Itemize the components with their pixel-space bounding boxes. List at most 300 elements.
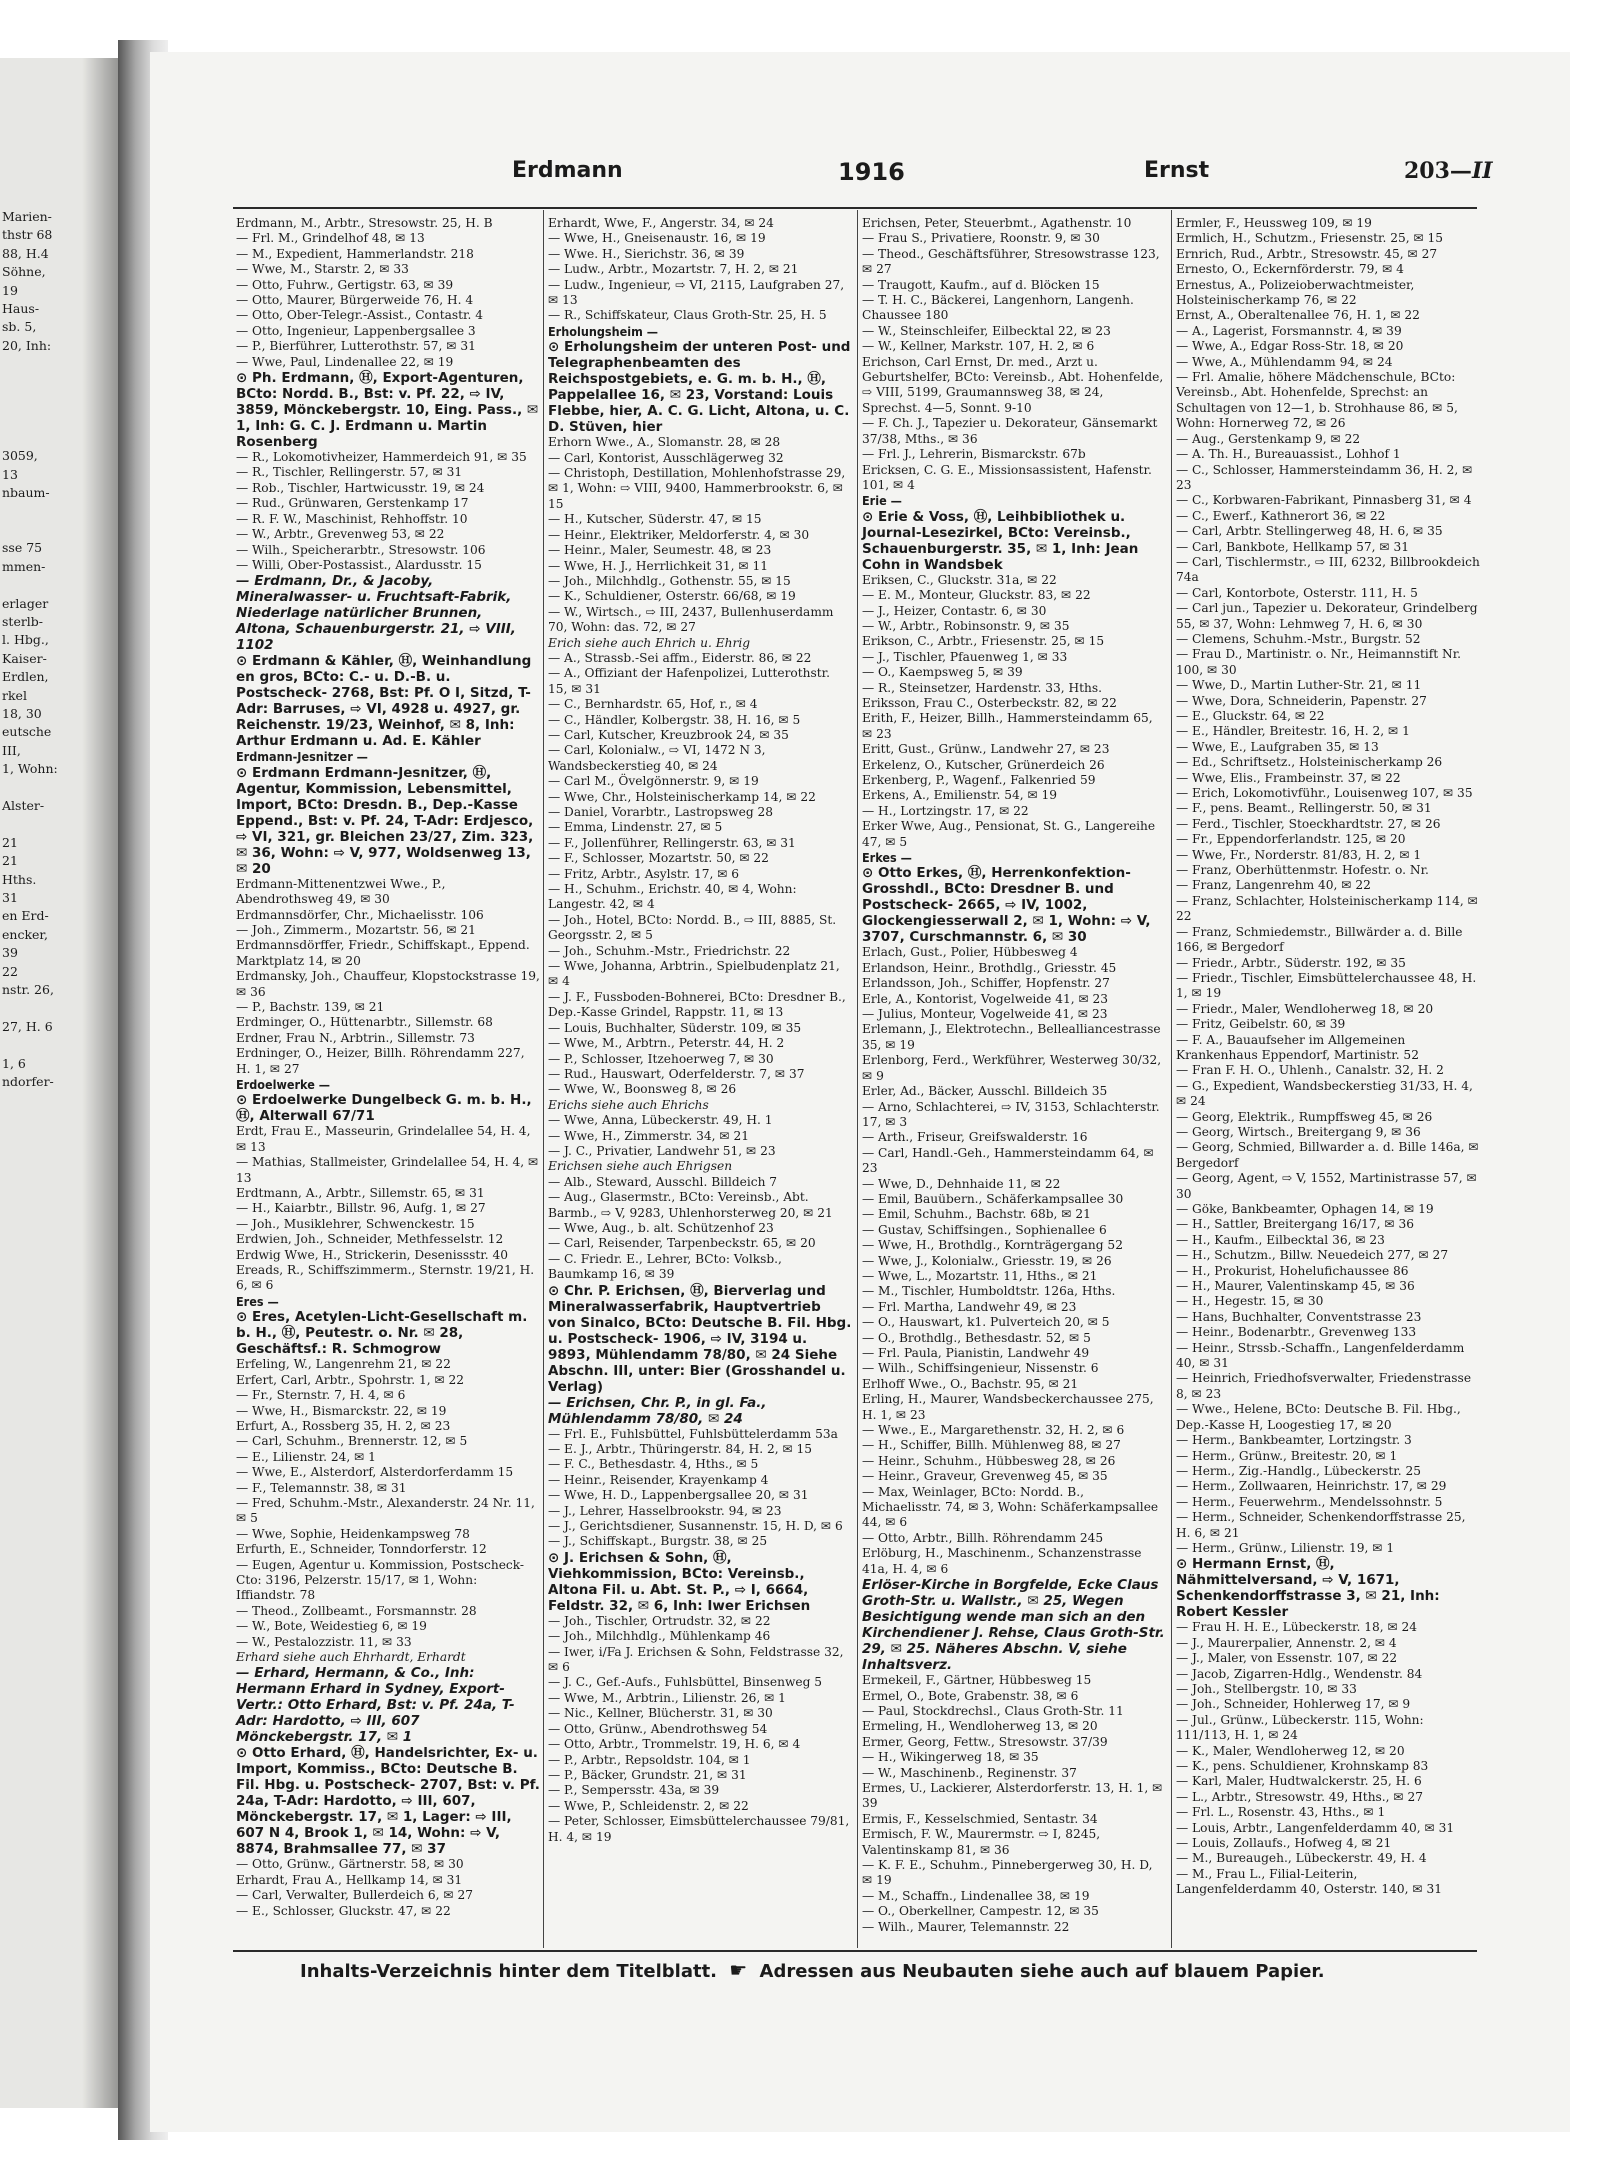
directory-entry: — Wwe, E., Alsterdorf, Alsterdorferdamm 15 (236, 1465, 514, 1480)
directory-entry: Eriksen, C., Gluckstr. 31a, ✉ 22 (862, 572, 1057, 587)
directory-entry: — J., Lehrer, Hasselbrookstr. 94, ✉ 23 (548, 1503, 782, 1518)
directory-entry: — H., Kaiarbtr., Billstr. 96, Aufg. 1, ✉ 27 (236, 1201, 486, 1216)
left-page-line: 21 (2, 853, 18, 869)
left-page-line: 20, Inh: (2, 337, 52, 353)
directory-entry: — Heinr., Reisender, Krayenkamp 4 (548, 1472, 769, 1487)
directory-entry: Erlach, Gust., Polier, Hübbesweg 4 (862, 945, 1078, 960)
directory-entry: — T. H. C., Bäckerei, Langenhorn, Langenh. Chaussee 180 (862, 293, 1134, 323)
directory-entry: — Wilh., Schiffsingenieur, Nissenstr. 6 (862, 1361, 1099, 1376)
directory-entry: — W., Kellner, Markstr. 107, H. 2, ✉ 6 (862, 339, 1095, 354)
left-page-line: 22 (2, 963, 18, 979)
left-page-line: 21 (2, 834, 18, 850)
directory-entry: — Heinr., Maler, Seumestr. 48, ✉ 23 (548, 543, 772, 558)
directory-entry: Erfurth, E., Schneider, Tonndorferstr. 12 (236, 1542, 487, 1557)
directory-entry: — Wwe, L., Mozartstr. 11, Hths., ✉ 21 (862, 1268, 1098, 1283)
column-divider (543, 210, 544, 1948)
directory-entry: — Emil, Bauübern., Schäferkampsallee 30 (862, 1191, 1124, 1206)
directory-entry: — Wwe, H. J., Herrlichkeit 31, ✉ 11 (548, 558, 768, 573)
directory-entry: Erkenberg, P., Wagenf., Falkenried 59 (862, 773, 1096, 787)
directory-entry: — Frl. L., Rosenstr. 43, Hths., ✉ 1 (1176, 1805, 1386, 1820)
directory-entry: — P., Bierführer, Lutterothstr. 57, ✉ 31 (236, 339, 476, 354)
directory-entry: Erdwien, Joh., Schneider, Methfesselstr. 12 (236, 1232, 504, 1247)
directory-entry: — Nic., Kellner, Blücherstr. 31, ✉ 30 (548, 1706, 773, 1721)
directory-entry: — Rud., Grünwaren, Gerstenkamp 17 (236, 496, 469, 511)
directory-entry: Erfert, Carl, Arbtr., Spohrstr. 1, ✉ 22 (236, 1372, 465, 1387)
firm-entry: ⊙ Chr. P. Erichsen, Ⓗ, Bierverlag und Mineralwasserfabrik, Hauptvertrieb von Sinalco, BCto: Deutsche B. Fil. Hbg. u. Postscheck- 1906, ⇨ IV, 3194 u. 9893, Mühlendamm 78/80, ✉ 24 Siehe Abschn. III, unter: Bier (Grosshandel u. Verlag) (548, 1282, 852, 1395)
directory-entry: — M., Bureaugeh., Lübeckerstr. 49, H. 4 (1176, 1851, 1427, 1866)
directory-entry: Ermler, F., Heussweg 109, ✉ 19 (1176, 216, 1372, 230)
directory-entry: — Peter, Schlosser, Eimsbüttelerchaussee 79/81, H. 4, ✉ 19 (548, 1814, 850, 1844)
directory-entry: — H., Wikingerweg 18, ✉ 35 (862, 1750, 1039, 1765)
directory-entry: Erfeling, W., Langenrehm 21, ✉ 22 (236, 1357, 451, 1372)
directory-entry: — Wwe, D., Dehnhaide 11, ✉ 22 (862, 1176, 1061, 1191)
directory-entry: Erichsen siehe auch Ehrigsen (548, 1159, 733, 1174)
firm-entry: — Erdmann, Dr., & Jacoby, Mineralwasser- u. Fruchtsaft-Fabrik, Niederlage natürlicher Brunnen, Altona, Schauenburgerstr. 21, ⇨ VIII, 1102 (236, 573, 516, 654)
directory-entry: — Carl, Verwalter, Bullerdeich 6, ✉ 27 (236, 1888, 473, 1903)
directory-entry: — O., Brothdlg., Bethesdastr. 52, ✉ 5 (862, 1330, 1091, 1345)
directory-entry: — Heinrich, Friedhofsverwalter, Friedenstrasse 8, ✉ 23 (1176, 1371, 1472, 1401)
column-divider (857, 210, 858, 1948)
directory-entry: — J., Tischler, Pfauenweg 1, ✉ 33 (862, 649, 1068, 664)
directory-entry: — P., Bachstr. 139, ✉ 21 (236, 999, 385, 1014)
directory-entry: — Rob., Tischler, Hartwicusstr. 19, ✉ 24 (236, 480, 485, 495)
directory-column-4 (1176, 216, 1480, 1898)
directory-entry: — H., Schiffer, Billh. Mühlenweg 88, ✉ 27 (862, 1438, 1121, 1453)
directory-entry: Erdninger, O., Heizer, Billh. Röhrendamm 227, H. 1, ✉ 27 (236, 1046, 525, 1076)
directory-entry: — Wwe, Dora, Schneiderin, Papenstr. 27 (1176, 693, 1427, 708)
directory-entry: — Willi, Ober-Postassist., Alardusstr. 15 (236, 557, 482, 572)
directory-entry: — Wwe, M., Arbtrn., Peterstr. 44, H. 2 (548, 1036, 785, 1051)
directory-entry: — Wwe, W., Boonsweg 8, ✉ 26 (548, 1082, 737, 1097)
directory-entry: Erhard siehe auch Ehrhardt, Erhardt (236, 1650, 466, 1664)
directory-entry: — H., Schutzm., Billw. Neuedeich 277, ✉ 27 (1176, 1248, 1449, 1263)
directory-entry: — W., Pestalozzistr. 11, ✉ 33 (236, 1634, 412, 1649)
directory-entry: — J., Schiffskapt., Burgstr. 38, ✉ 25 (548, 1534, 768, 1549)
directory-entry: Erlandson, Heinr., Brothdlg., Griesstr. 45 (862, 960, 1117, 975)
directory-entry: — Herm., Feuerwehrm., Mendelssohnstr. 5 (1176, 1494, 1443, 1509)
directory-entry: — Otto, Grünw., Abendrothsweg 54 (548, 1721, 768, 1736)
firm-entry: ⊙ Erdmann Erdmann-Jesnitzer, Ⓗ, Agentur, Kommission, Lebensmittel, Import, BCto: Dresdn. B., Dep.-Kasse Eppend., Bst: v. Pf. 24, T-Adr: Erdjesco, ⇨ VI, 321, gr. Bleichen 23/27, Zim. 323, ✉ 36, Wohn: ⇨ V, 977, Woldsenweg 13, ✉ 20 (236, 764, 534, 877)
section-heading: Erdoelwerke — (236, 1077, 330, 1092)
directory-entry: — O., Kaempsweg 5, ✉ 39 (862, 665, 1023, 680)
left-page-line: sterlb- (2, 613, 44, 629)
directory-entry: — W., Arbtr., Grevenweg 53, ✉ 22 (236, 527, 445, 542)
directory-entry: — Carl, Kutscher, Kreuzbrook 24, ✉ 35 (548, 727, 789, 742)
directory-entry: Erith, F., Heizer, Billh., Hammersteindamm 65, ✉ 23 (862, 711, 1153, 741)
directory-entry: — J., Maurerpalier, Annenstr. 2, ✉ 4 (1176, 1635, 1397, 1650)
directory-entry: — Rud., Hauswart, Oderfelderstr. 7, ✉ 37 (548, 1066, 805, 1081)
directory-entry: — M., Schaffn., Lindenallee 38, ✉ 19 (862, 1888, 1090, 1903)
directory-entry: — Gustav, Schiffsingen., Sophienallee 6 (862, 1222, 1107, 1237)
directory-entry: — Wwe, J., Kolonialw., Griesstr. 19, ✉ 26 (862, 1253, 1112, 1268)
directory-entry: — Herm., Zollwaaren, Heinrichstr. 17, ✉ 29 (1176, 1479, 1447, 1494)
directory-entry: — Wwe., Helene, BCto: Deutsche B. Fil. Hbg., Dep.-Kasse H, Loogestieg 17, ✉ 20 (1176, 1402, 1461, 1432)
directory-entry: Erlemann, J., Elektrotechn., Bellealliancestrasse 35, ✉ 19 (862, 1022, 1161, 1052)
directory-entry: — A., Offiziant der Hafenpolizei, Lutterothstr. 15, ✉ 31 (548, 666, 831, 696)
directory-entry: — K., Maler, Wendloherweg 12, ✉ 20 (1176, 1743, 1405, 1758)
firm-entry: ⊙ Hermann Ernst, Ⓗ, Nähmittelversand, ⇨ V, 1671, Schenkendorffstrasse 3, ✉ 21, Inh: Robert Kessler (1176, 1556, 1440, 1621)
firm-entry: ⊙ J. Erichsen & Sohn, Ⓗ, Viehkommission, BCto: Vereinsb., Altona Fil. u. Abt. St. P., ⇨ I, 6664, Feldstr. 32, ✉ 6, Inh: Iwer Erichsen (548, 1549, 811, 1614)
directory-entry: — Carl, Handl.-Geh., Hammersteindamm 64, ✉ 23 (862, 1145, 1154, 1176)
header-last-name: Ernst (1144, 158, 1210, 183)
directory-entry: — K. F. E., Schuhm., Pinnebergerweg 30, H. D, ✉ 19 (862, 1857, 1153, 1888)
directory-column-1 (236, 216, 540, 1919)
header-rule (233, 207, 1477, 209)
directory-entry: — E., Händler, Breitestr. 16, H. 2, ✉ 1 (1176, 724, 1410, 739)
directory-entry: — C., Korbwaren-Fabrikant, Pinnasberg 31, ✉ 4 (1176, 493, 1472, 508)
page-number (1404, 158, 1493, 184)
directory-entry: Erdmannsdörffer, Friedr., Schiffskapt., Eppend. Marktplatz 14, ✉ 20 (236, 938, 530, 968)
footer-index-note: Inhalts-Verzeichnis hinter dem Titelblatt. (300, 1961, 718, 1982)
firm-entry: — Erichsen, Chr. P., in gl. Fa., Mühlendamm 78/80, ✉ 24 (548, 1394, 767, 1427)
directory-entry: — K., Schuldiener, Osterstr. 66/68, ✉ 19 (548, 589, 796, 604)
directory-entry: — Franz, Schlachter, Holsteinischerkamp 114, ✉ 22 (1176, 893, 1478, 924)
directory-entry: — Franz, Schmiedemstr., Billwärder a. d. Bille 166, ✉ Bergedorf (1176, 924, 1463, 955)
directory-entry: — Carl M., Övelgönnerstr. 9, ✉ 19 (548, 774, 759, 789)
directory-entry: — Georg, Elektrik., Rumpffsweg 45, ✉ 26 (1176, 1109, 1433, 1124)
directory-entry: — Joh., Musiklehrer, Schwenckestr. 15 (236, 1216, 475, 1231)
directory-entry: Erdner, Frau N., Arbtrin., Sillemstr. 73 (236, 1030, 475, 1045)
directory-entry: Ermekeil, F., Gärtner, Hübbesweg 15 (862, 1673, 1092, 1688)
firm-entry: Erlöser-Kirche in Borgfelde, Ecke Claus Groth-Str. u. Wallstr., ✉ 25, Wegen Besichtigung wende man sich an den Kirchendiener J. Rehse, Claus Groth-Str. 29, ✉ 25. Näheres Abschn. V, siehe Inhaltsverz. (862, 1577, 1165, 1674)
directory-entry: Ernst, A., Oberaltenallee 76, H. 1, ✉ 22 (1176, 308, 1420, 323)
directory-entry: — Ludw., Ingenieur, ⇨ VI, 2115, Laufgraben 27, ✉ 13 (548, 277, 845, 308)
left-page-line: thstr 68 (2, 227, 53, 243)
directory-entry: — Wwe, H., Zimmerstr. 34, ✉ 21 (548, 1128, 749, 1143)
directory-entry: — Max, Weinlager, BCto: Nordd. B., Michaelisstr. 74, ✉ 3, Wohn: Schäferkampsallee 44, ✉ 6 (862, 1484, 1159, 1530)
directory-entry: — F., Schlosser, Mozartstr. 50, ✉ 22 (548, 851, 769, 866)
left-page-line: Haus- (2, 301, 40, 317)
directory-entry: — Ferd., Tischler, Stoeckhardtstr. 27, ✉ 26 (1176, 816, 1441, 831)
page-number-value: 203— (1404, 158, 1472, 184)
directory-entry: — Louis, Zollaufs., Hofweg 4, ✉ 21 (1176, 1836, 1392, 1851)
left-page-line: 3059, (2, 448, 38, 464)
directory-entry: — Iwer, i/Fa J. Erichsen & Sohn, Feldstrasse 32, ✉ 6 (548, 1644, 844, 1675)
directory-entry: — Herm., Bankbeamter, Lortzingstr. 3 (1176, 1433, 1412, 1448)
left-page-line: eutsche (2, 724, 52, 740)
directory-entry: — Ed., Schriftsetz., Holsteinischerkamp 26 (1176, 755, 1443, 770)
firm-entry: ⊙ Eres, Acetylen-Licht-Gesellschaft m. b. H., Ⓗ, Peutestr. o. Nr. ✉ 28, Geschäftsf.: R. Schmogrow (236, 1309, 528, 1358)
directory-entry: Erichsen, Peter, Steuerbmt., Agathenstr. 10 (862, 216, 1132, 230)
directory-entry: — Julius, Monteur, Vogelweide 41, ✉ 23 (862, 1007, 1108, 1022)
directory-entry: — Carl, Schuhm., Brennerstr. 12, ✉ 5 (236, 1434, 468, 1449)
directory-entry: — Otto, Arbtr., Trommelstr. 19, H. 6, ✉ 4 (548, 1737, 801, 1752)
directory-entry: Erlhoff Wwe., O., Bachstr. 95, ✉ 21 (862, 1376, 1079, 1391)
directory-entry: — Wwe, Anna, Lübeckerstr. 49, H. 1 (548, 1113, 773, 1128)
directory-entry: — Theod., Geschäftsführer, Stresowstrasse 123, ✉ 27 (862, 246, 1160, 277)
directory-entry: — Emil, Schuhm., Bachstr. 68b, ✉ 21 (862, 1207, 1091, 1222)
directory-entry: — Aug., Glasermstr., BCto: Vereinsb., Abt. Barmb., ⇨ V, 9283, Uhlenhorsterweg 20, ✉ 21 (548, 1190, 833, 1220)
directory-entry: — Jacob, Zigarren-Hdlg., Wendenstr. 84 (1176, 1666, 1423, 1681)
directory-entry: — Joh., Schneider, Hohlerweg 17, ✉ 9 (1176, 1697, 1411, 1712)
directory-column-2 (548, 216, 852, 1845)
directory-entry: — H., Kaufm., Eilbecktal 36, ✉ 23 (1176, 1232, 1385, 1247)
directory-entry: — Wwe, A., Edgar Ross-Str. 18, ✉ 20 (1176, 339, 1404, 354)
directory-entry: — F., Jollenführer, Rellingerstr. 63, ✉ 31 (548, 835, 796, 850)
left-page-fragment (0, 58, 118, 2108)
directory-entry: — Franz, Langenrehm 40, ✉ 22 (1176, 878, 1371, 893)
directory-entry: — Mathias, Stallmeister, Grindelallee 54, H. 4, ✉ 13 (236, 1155, 539, 1185)
left-page-line: mmen- (2, 558, 46, 574)
directory-entry: — H., Kutscher, Süderstr. 47, ✉ 15 (548, 512, 762, 527)
directory-entry: — Wwe, Sophie, Heidenkampsweg 78 (236, 1526, 470, 1541)
left-page-line: ndorfer- (2, 1074, 54, 1090)
section-heading: Erie — (862, 493, 902, 509)
directory-entry: Erichs siehe auch Ehrichs (548, 1097, 709, 1112)
directory-entry: Ereads, R., Schiffszimmerm., Sternstr. 19/21, H. 6, ✉ 6 (236, 1263, 535, 1293)
directory-entry: — W., Maschinenb., Reginenstr. 37 (862, 1765, 1077, 1780)
directory-entry: — Joh., Tischler, Ortrudstr. 32, ✉ 22 (548, 1613, 771, 1628)
directory-entry: — C., Ewerf., Kathnerort 36, ✉ 22 (1176, 508, 1386, 523)
directory-entry: — Alb., Steward, Ausschl. Billdeich 7 (548, 1174, 778, 1189)
directory-entry: — Joh., Hotel, BCto: Nordd. B., ⇨ III, 8885, St. Georgsstr. 2, ✉ 5 (548, 912, 837, 943)
directory-entry: — Wilh., Maurer, Telemannstr. 22 (862, 1919, 1070, 1934)
left-page-line: sse 75 (2, 540, 43, 556)
directory-entry: — O., Hauswart, k1. Pulverteich 20, ✉ 5 (862, 1315, 1110, 1330)
left-page-line: Alster- (2, 798, 45, 813)
directory-entry: — R., Tischler, Rellingerstr. 57, ✉ 31 (236, 465, 463, 480)
left-page-line: Marien- (2, 209, 52, 224)
directory-entry: — Friedr., Maler, Wendloherweg 18, ✉ 20 (1176, 1001, 1434, 1016)
column-divider (1171, 210, 1172, 1948)
directory-entry: — Wilh., Speicherarbtr., Stresowstr. 106 (236, 542, 486, 557)
directory-entry: — Fr., Eppendorferlandstr. 125, ✉ 20 (1176, 832, 1406, 847)
directory-entry: Ermel, O., Bote, Grabenstr. 38, ✉ 6 (862, 1688, 1079, 1703)
left-page-line: 31 (2, 890, 18, 906)
directory-entry: — F., pens. Beamt., Rellingerstr. 50, ✉ 31 (1176, 801, 1432, 816)
directory-entry: Ermisch, F. W., Maurermstr. ⇨ I, 8245, Valentinskamp 81, ✉ 36 (862, 1827, 1101, 1857)
directory-entry: — Hans, Buchhalter, Conventstrasse 23 (1176, 1309, 1422, 1324)
directory-entry: — Carl, Arbtr. Stellingerweg 48, H. 6, ✉ 35 (1176, 524, 1443, 539)
directory-entry: — Georg, Agent, ⇨ V, 1552, Martinistrasse 57, ✉ 30 (1176, 1171, 1477, 1201)
left-page-line: III, (2, 742, 21, 758)
directory-entry: Erlandsson, Joh., Schiffer, Hopfenstr. 27 (862, 976, 1110, 991)
directory-entry: Erhardt, Wwe, F., Angerstr. 34, ✉ 24 (548, 216, 774, 230)
directory-entry: — Jul., Grünw., Lübeckerstr. 115, Wohn: 111/113, H. 1, ✉ 24 (1176, 1712, 1424, 1743)
directory-entry: — Heinr., Strssb.-Schaffn., Langenfelderdamm 40, ✉ 31 (1176, 1340, 1465, 1371)
directory-column-3 (862, 216, 1166, 1935)
directory-entry: — Wwe, M., Arbtrin., Lilienstr. 26, ✉ 1 (548, 1690, 786, 1705)
directory-entry: — Clemens, Schuhm.-Mstr., Burgstr. 52 (1176, 631, 1421, 646)
directory-entry: — Göke, Bankbeamter, Ophagen 14, ✉ 19 (1176, 1202, 1434, 1216)
directory-entry: Erlöburg, H., Maschinenm., Schanzenstrasse 41a, H. 4, ✉ 6 (862, 1546, 1142, 1576)
directory-entry: — E. J., Arbtr., Thüringerstr. 84, H. 2, ✉ 15 (548, 1442, 813, 1456)
firm-entry: ⊙ Erholungsheim der unteren Post- und Telegraphenbeamten des Reichspostgebiets, e. G. m. b. H., Ⓗ, Pappelallee 16, ✉ 23, Vorstand: Louis Flebbe, hier, A. C. G. Licht, Altona, u. C. D. Stüven, hier (548, 339, 851, 436)
left-page-line: Erdlen, (2, 669, 49, 685)
directory-entry: — C., Händler, Kolbergstr. 38, H. 16, ✉ 5 (548, 712, 801, 727)
directory-entry: — F. C., Bethesdastr. 4, Hths., ✉ 5 (548, 1457, 759, 1472)
directory-entry: — Wwe, Fr., Norderstr. 81/83, H. 2, ✉ 1 (1176, 847, 1422, 862)
directory-entry: — Karl, Maler, Hudtwalckerstr. 25, H. 6 (1176, 1774, 1422, 1789)
directory-entry: Ernesto, O., Eckernförderstr. 79, ✉ 4 (1176, 262, 1404, 277)
directory-entry: — Carl, Kolonialw., ⇨ VI, 1472 N 3, Wandsbeckerstieg 40, ✉ 24 (548, 743, 766, 773)
directory-entry: Erdt, Frau E., Masseurin, Grindelallee 54, H. 4, ✉ 13 (236, 1124, 531, 1154)
directory-entry: — Wwe, E., Laufgraben 35, ✉ 13 (1176, 739, 1379, 754)
directory-entry: — R. F. W., Maschinist, Rehhoffstr. 10 (236, 511, 468, 526)
directory-entry: — Wwe, H., Bismarckstr. 22, ✉ 19 (236, 1403, 447, 1418)
directory-entry: Ernrich, Rud., Arbtr., Stresowstr. 45, ✉ 27 (1176, 246, 1438, 261)
directory-entry: — Traugott, Kaufm., auf d. Blöcken 15 (862, 277, 1100, 292)
directory-entry: — E., Lilienstr. 24, ✉ 1 (236, 1449, 376, 1464)
directory-entry: — Frl. Martha, Landwehr 49, ✉ 23 (862, 1299, 1077, 1314)
directory-entry: Erdmansky, Joh., Chauffeur, Klopstockstrasse 19, ✉ 36 (236, 969, 540, 999)
directory-entry: — J. C., Privatier, Landwehr 51, ✉ 23 (548, 1143, 776, 1158)
directory-entry: — Aug., Gerstenkamp 9, ✉ 22 (1176, 431, 1361, 446)
left-page-line: 18, 30 (2, 705, 42, 721)
firm-entry: ⊙ Erdmann & Kähler, Ⓗ, Weinhandlung en gros, BCto: C.- u. D.-B. u. Postscheck- 2768, Bst: Pf. O I, Sitzd, T-Adr: Barruses, ⇨ VI, 4928 u. 4927, gr. Reichenstr. 19/23, Weinhof, ✉ 8, Inh: Arthur Erdmann u. Ad. E. Kähler (236, 653, 532, 750)
directory-entry: — Otto, Grünw., Gärtnerstr. 58, ✉ 30 (236, 1857, 464, 1872)
directory-entry: — C. Friedr. E., Lehrer, BCto: Volksb., Baumkamp 16, ✉ 39 (548, 1251, 782, 1282)
directory-entry: — Otto, Maurer, Bürgerweide 76, H. 4 (236, 293, 474, 308)
directory-entry: — Carl, Tischlermstr., ⇨ III, 6232, Billbrookdeich 74a (1176, 554, 1480, 585)
footer-rule (233, 1950, 1477, 1952)
directory-entry: Erdtmann, A., Arbtr., Sillemstr. 65, ✉ 31 (236, 1186, 485, 1201)
directory-entry: Ermer, Georg, Fettw., Stresowstr. 37/39 (862, 1734, 1108, 1749)
directory-entry: Ernestus, A., Polizeioberwachtmeister, Holsteinischerkamp 76, ✉ 22 (1176, 277, 1415, 308)
directory-entry: — Wwe, D., Martin Luther-Str. 21, ✉ 11 (1176, 678, 1422, 693)
directory-entry: — Joh., Zimmerm., Mozartstr. 56, ✉ 21 (236, 922, 476, 937)
directory-entry: Eriksson, Frau C., Osterbeckstr. 82, ✉ 22 (862, 695, 1117, 710)
left-page-line: 19 (2, 282, 18, 298)
directory-entry: — E., Schlosser, Gluckstr. 47, ✉ 22 (236, 1903, 451, 1918)
directory-entry: — W., Wirtsch., ⇨ III, 2437, Bullenhuserdamm 70, Wohn: das. 72, ✉ 27 (548, 604, 834, 635)
directory-entry: — M., Tischler, Humboldtstr. 126a, Hths. (862, 1284, 1116, 1299)
directory-entry: — Frau H. H. E., Lübeckerstr. 18, ✉ 24 (1176, 1620, 1418, 1635)
directory-entry: Ericksen, C. G. E., Missionsassistent, Hafenstr. 101, ✉ 4 (862, 462, 1152, 492)
directory-entry: — A., Lagerist, Forsmannstr. 4, ✉ 39 (1176, 323, 1402, 338)
directory-entry: — Wwe., E., Margarethenstr. 32, H. 2, ✉ 6 (862, 1423, 1125, 1438)
directory-entry: — P., Bäcker, Grundstr. 21, ✉ 31 (548, 1767, 747, 1782)
directory-entry: — Fritz, Geibelstr. 60, ✉ 39 (1176, 1017, 1346, 1032)
directory-entry: — Frl. M., Grindelhof 48, ✉ 13 (236, 231, 425, 246)
directory-entry: — Fred, Schuhm.-Mstr., Alexanderstr. 24 Nr. 11, ✉ 5 (236, 1495, 535, 1526)
directory-entry: — R., Lokomotivheizer, Hammerdeich 91, ✉ 35 (236, 450, 527, 465)
directory-entry: — Fran F. H. O., Uhlenh., Canalstr. 32, H. 2 (1176, 1063, 1444, 1078)
directory-entry: — J. F., Fussboden-Bohnerei, BCto: Dresdner B., Dep.-Kasse Grindel, Rappstr. 11, ✉ 13 (548, 989, 846, 1020)
firm-entry: ⊙ Otto Erkes, Ⓗ, Herrenkonfektion-Grosshdl., BCto: Dresdner B. und Postscheck- 2665, ⇨ IV, 1002, Glockengiesserwall 2, ✉ 1, Wohn: ⇨ V, 3707, Curschmannstr. 6, ✉ 30 (862, 865, 1151, 946)
directory-entry: — Joh., Milchhdlg., Gothenstr. 55, ✉ 15 (548, 573, 791, 588)
directory-entry: Erle, A., Kontorist, Vogelweide 41, ✉ 23 (862, 991, 1109, 1006)
directory-entry: — Frl. Paula, Pianistin, Landwehr 49 (862, 1346, 1090, 1360)
directory-entry: — Otto, Ober-Telegr.-Assist., Contastr. 4 (236, 308, 484, 323)
page-shadow (82, 58, 118, 2108)
directory-entry: — P., Sempersstr. 43a, ✉ 39 (548, 1783, 720, 1798)
directory-entry: — Frl. J., Lehrerin, Bismarckstr. 67b (862, 447, 1086, 462)
directory-entry: Erhorn Wwe., A., Slomanstr. 28, ✉ 28 (548, 435, 781, 450)
directory-entry: — J., Maler, von Essenstr. 107, ✉ 22 (1176, 1651, 1398, 1666)
directory-entry: — Arth., Friseur, Greifswalderstr. 16 (862, 1130, 1088, 1145)
directory-entry: — Carl, Bankbote, Hellkamp 57, ✉ 31 (1176, 539, 1409, 554)
directory-entry: — Herm., Schneider, Schenkendorffstrasse 25, H. 6, ✉ 21 (1176, 1510, 1466, 1540)
directory-entry: — Wwe. H., Sierichstr. 36, ✉ 39 (548, 246, 745, 261)
left-page-line: nbaum- (2, 485, 50, 501)
left-page-line: 1, 6 (2, 1055, 26, 1071)
directory-entry: Ermes, U., Lackierer, Alsterdorferstr. 13, H. 1, ✉ 39 (862, 1780, 1163, 1811)
directory-entry: — H., Schuhm., Erichstr. 40, ✉ 4, Wohn: Langestr. 42, ✉ 4 (548, 882, 797, 912)
directory-entry: — E., Gluckstr. 64, ✉ 22 (1176, 709, 1325, 723)
directory-entry: — Friedr., Tischler, Eimsbüttelerchaussee 48, H. 1, ✉ 19 (1176, 970, 1477, 1001)
directory-entry: — C., Schlosser, Hammersteindamm 36, H. 2, ✉ 23 (1176, 462, 1473, 492)
directory-entry: — W., Steinschleifer, Eilbecktal 22, ✉ 23 (862, 323, 1111, 338)
section-heading: Erholungsheim — (548, 323, 658, 339)
directory-entry: Erler, Ad., Bäcker, Ausschl. Billdeich 35 (862, 1084, 1108, 1099)
directory-entry: — Joh., Stellbergstr. 10, ✉ 33 (1176, 1681, 1357, 1696)
section-heading: Erdmann-Jesnitzer — (236, 749, 368, 765)
directory-entry: — P., Schlosser, Itzehoerweg 7, ✉ 30 (548, 1051, 774, 1066)
directory-entry: — H., Hegestr. 15, ✉ 30 (1176, 1294, 1324, 1309)
directory-entry: — R., Schiffskateur, Claus Groth-Str. 25, H. 5 (548, 308, 827, 323)
directory-entry: — M., Frau L., Filial-Leiterin, Langenfelderdamm 40, Osterstr. 140, ✉ 31 (1176, 1866, 1443, 1897)
directory-entry: Erlenborg, Ferd., Werkführer, Westerweg 30/32, ✉ 9 (862, 1053, 1162, 1083)
section-heading: Erkes — (862, 850, 912, 866)
directory-entry: — J., Heizer, Contastr. 6, ✉ 30 (862, 603, 1047, 618)
directory-entry: Erdminger, O., Hüttenarbtr., Sillemstr. 68 (236, 1015, 493, 1030)
left-page-line: Kaiser- (2, 650, 47, 666)
directory-entry: — Wwe, Paul, Lindenallee 22, ✉ 19 (236, 354, 454, 369)
directory-entry: — Wwe, Johanna, Arbtrin., Spielbudenplatz 21, ✉ 4 (548, 959, 840, 989)
directory-entry: — Heinr., Schuhm., Hübbesweg 28, ✉ 26 (862, 1453, 1116, 1468)
directory-entry: Erich siehe auch Ehrich u. Ehrig (548, 635, 751, 650)
firm-entry: ⊙ Ph. Erdmann, Ⓗ, Export-Agenturen, BCto: Nordd. B., Bst: v. Pf. 22, ⇨ IV, 3859, Mönckebergstr. 10, Eing. Pass., ✉ 1, Inh: G. C. J. Erdmann u. Martin Rosenberg (236, 370, 539, 451)
directory-entry: Erikson, C., Arbtr., Friesenstr. 25, ✉ 15 (862, 634, 1105, 649)
directory-entry: — Herm., Zig.-Handlg., Lübeckerstr. 25 (1176, 1463, 1422, 1478)
directory-entry: — W., Bote, Weidestieg 6, ✉ 19 (236, 1619, 427, 1634)
directory-entry: — Joh., Schuhm.-Mstr., Friedrichstr. 22 (548, 943, 791, 958)
left-page-line: 1, Wohn: (2, 761, 58, 777)
directory-entry: — Joh., Milchhdlg., Mühlenkamp 46 (548, 1629, 771, 1644)
left-page-line: sb. 5, (2, 319, 37, 335)
directory-entry: Ermeling, H., Wendloherweg 13, ✉ 20 (862, 1719, 1098, 1734)
directory-entry: — Heinr., Graveur, Grevenweg 45, ✉ 35 (862, 1469, 1108, 1484)
pointing-hand-icon: ☛ (729, 1958, 748, 1982)
directory-entry: Eritt, Gust., Grünw., Landwehr 27, ✉ 23 (862, 742, 1110, 757)
firm-entry: ⊙ Erdoelwerke Dungelbeck G. m. b. H., Ⓗ, Alterwall 67/71 (236, 1092, 532, 1125)
directory-entry: Ermis, F., Kesselschmied, Sentastr. 34 (862, 1811, 1098, 1826)
directory-entry: Erdmann-Mittenentzwei Wwe., P., Abendrothsweg 49, ✉ 30 (236, 876, 446, 907)
directory-entry: — W., Arbtr., Robinsonstr. 9, ✉ 35 (862, 618, 1070, 633)
directory-entry: Erdmannsdörfer, Chr., Michaelisstr. 106 (236, 907, 484, 922)
directory-entry: — A. Th. H., Bureauassist., Lohhof 1 (1176, 447, 1401, 462)
directory-entry: — Otto, Arbtr., Billh. Röhrendamm 245 (862, 1530, 1104, 1545)
directory-entry: — Carl, Reisender, Tarpenbeckstr. 65, ✉ 20 (548, 1236, 816, 1251)
directory-entry: — Daniel, Vorarbtr., Lastropsweg 28 (548, 805, 774, 819)
left-page-line: 27, H. 6 (2, 1018, 53, 1034)
directory-entry: — Fritz, Arbtr., Asylstr. 17, ✉ 6 (548, 866, 740, 881)
directory-entry: — Carl, Kontorbote, Osterstr. 111, H. 5 (1176, 585, 1418, 600)
directory-entry: — Carl, Kontorist, Ausschlägerweg 32 (548, 450, 784, 465)
directory-entry: — Wwe, M., Starstr. 2, ✉ 33 (236, 262, 409, 277)
directory-entry: — J., Gerichtsdiener, Susannenstr. 15, H. D, ✉ 6 (548, 1519, 843, 1534)
directory-entry: — H., Maurer, Valentinskamp 45, ✉ 36 (1176, 1279, 1415, 1294)
directory-entry: — Carl jun., Tapezier u. Dekorateur, Grindelberg 55, ✉ 37, Wohn: Lehmweg 7, H. 6, ✉ 30 (1176, 601, 1478, 631)
directory-entry: — H., Prokurist, Hohelufichaussee 86 (1176, 1263, 1409, 1278)
left-page-line: 88, H.4 (2, 245, 49, 261)
directory-entry: — F., Telemannstr. 38, ✉ 31 (236, 1480, 407, 1495)
directory-entry: — L., Arbtr., Stresowstr. 49, Hths., ✉ 27 (1176, 1789, 1424, 1804)
directory-entry: — Otto, Ingenieur, Lappenbergsallee 3 (236, 323, 476, 338)
directory-entry: — F. A., Bauaufseher im Allgemeinen Krankenhaus Eppendorf, Martinistr. 52 (1176, 1032, 1419, 1062)
directory-entry: Erfurt, A., Rossberg 35, H. 2, ✉ 23 (236, 1418, 451, 1433)
directory-entry: — M., Expedient, Hammerlandstr. 218 (236, 246, 474, 261)
directory-entry: — Wwe, H. D., Lappenbergsallee 20, ✉ 31 (548, 1488, 809, 1503)
directory-entry: Erdmann, M., Arbtr., Stresowstr. 25, H. B (236, 216, 493, 230)
directory-entry: — J. C., Gef.-Aufs., Fuhlsbüttel, Binsenweg 5 (548, 1675, 823, 1690)
section-heading: Eres — (236, 1293, 279, 1309)
directory-entry: — Arno, Schlachterei, ⇨ IV, 3153, Schlachterstr. 17, ✉ 3 (862, 1099, 1160, 1129)
left-page-line: rkel (2, 687, 27, 703)
firm-entry: ⊙ Otto Erhard, Ⓗ, Handelsrichter, Ex- u. Import, Kommiss., BCto: Deutsche B. Fil. Hbg. u. Postscheck- 2707, Bst: v. Pf. 24a, T-Adr: Hardotto, ⇨ III, 607, Mönckebergstr. 17, ✉ 1, Lager: ⇨ III, 607 N 4, Brook 1, ✉ 14, Wohn: ⇨ V, 8874, Brahmsallee 77, ✉ 37 (236, 1745, 540, 1858)
directory-entry: — Paul, Stockdrechsl., Claus Groth-Str. 11 (862, 1703, 1124, 1718)
